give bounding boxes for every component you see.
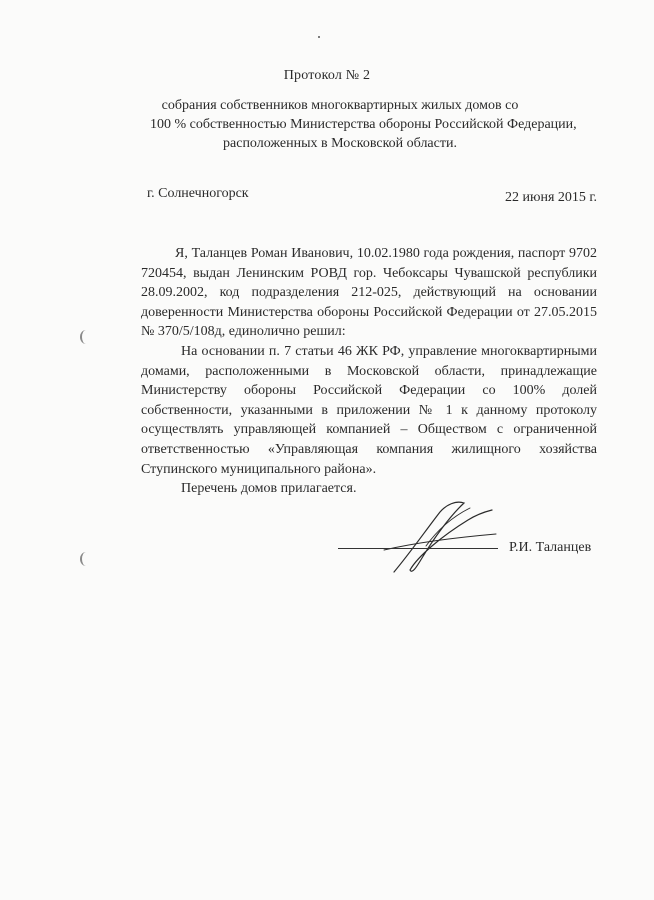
place-of-issue: г. Солнечногорск (147, 186, 249, 201)
subtitle-line: 100 % собственностью Министерства обороны Российской Федерации, (150, 117, 577, 132)
signatory-name: Р.И. Таланцев (509, 540, 592, 555)
document-date: 22 июня 2015 г. (505, 190, 598, 205)
subtitle-line: расположенных в Московской области. (223, 136, 457, 151)
punch-hole-mark (80, 552, 92, 566)
document-subtitle (150, 96, 577, 153)
scan-speck (318, 36, 320, 38)
punch-hole-mark (80, 330, 92, 344)
intro-paragraph: Я, Таланцев Роман Иванович, 10.02.1980 года рождения, паспорт 9702 720454, выдан Ленинским РОВД гор. Чебоксары Чувашской республики 28.09.2002, код подразделения 212-025, действующий на основании доверенности Министерства обороны Российской Федерации от 27.05.2015 № 370/5/108д, единолично решил: (141, 246, 597, 340)
signature-line (338, 548, 498, 549)
attachment-note: Перечень домов прилагается. (181, 481, 357, 496)
handwritten-signature (380, 498, 500, 578)
subtitle-line: собрания собственников многоквартирных жилых домов со (161, 98, 519, 113)
decision-paragraph: На основании п. 7 статьи 46 ЖК РФ, управление многоквартирными домами, расположенными в Московской области, принадлежащие Министерству обороны Российской Федерации со 100% долей собственности, указанными в приложении № 1 к данному протоколу осуществлять управляющей компанией – Обществом с ограниченной ответственностью «Управляющая компания жилищного хозяйства Ступинского муниципального района». (141, 344, 597, 477)
document-title: Протокол № 2 (283, 68, 371, 83)
